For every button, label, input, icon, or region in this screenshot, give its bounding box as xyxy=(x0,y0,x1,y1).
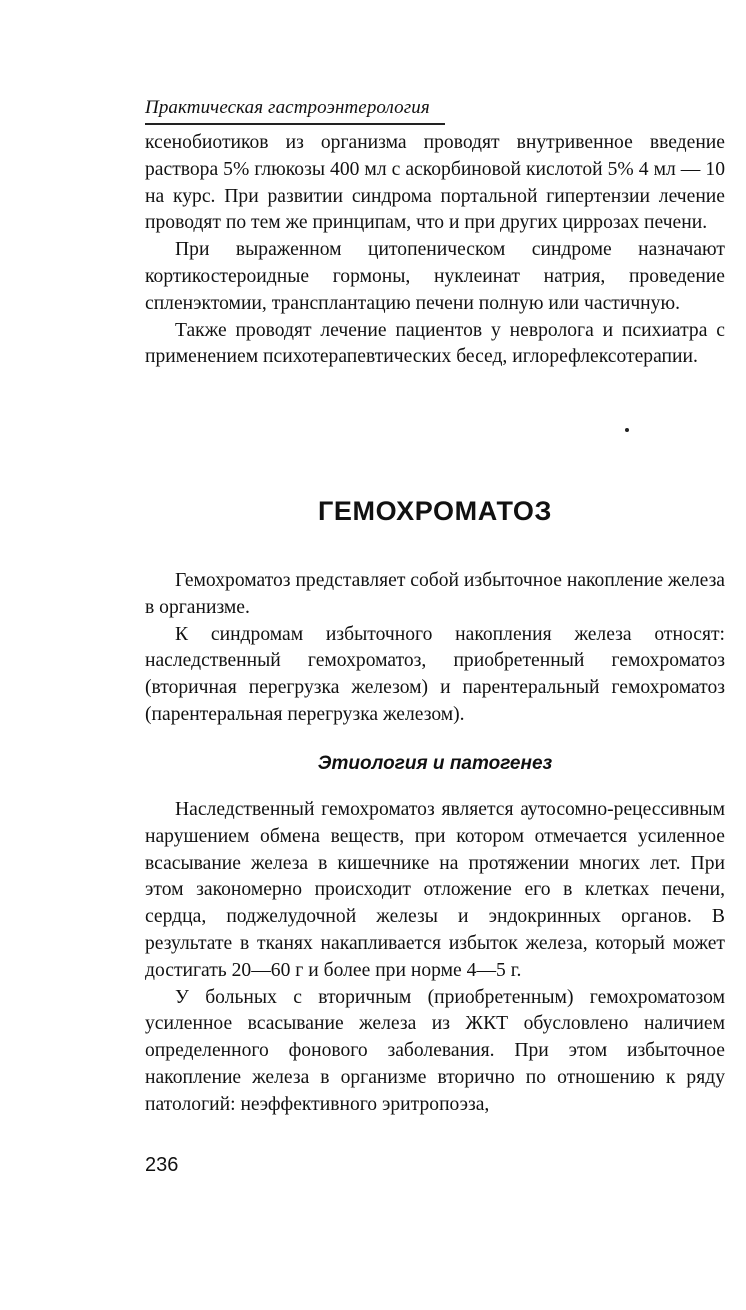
paragraph: Наследственный гемохроматоз является аутосомно-рецессивным нарушением обмена веществ, при котором отмечается усиленное всасывание железа в кишечнике на протяжении многих лет. При этом закономерно происходит отложение его в клетках печени, сердца, поджелудочной железы и эндокринных органов. В результате в тканях накапливается избыток железа, который может достигать 20—60 г и более при норме 4—5 г. xyxy=(145,799,725,981)
intro-text-block xyxy=(145,568,725,729)
paragraph: ксенобиотиков из организма проводят внутривенное введение раствора 5% глюкозы 400 мл с аскорбиновой кислотой 5% 4 мл — 10 на курс. При развитии синдрома портальной гипертензии лечение проводят по тем же принципам, что и при других циррозах печени. xyxy=(145,132,725,234)
section-title: ГЕМОХРОМАТОЗ xyxy=(317,496,553,526)
print-speck xyxy=(625,428,629,432)
paragraph: При выраженном цитопеническом синдроме назначают кортикостероидные гормоны, нуклеинат натрия, проведение спленэктомии, трансплантацию печени полную или частичную. xyxy=(145,239,725,314)
paragraph: Гемохроматоз представляет собой избыточное накопление железа в организме. xyxy=(145,570,726,618)
running-header: Практическая гастроэнтерология xyxy=(145,97,430,118)
subsection-title: Этиология и патогенез xyxy=(317,753,553,774)
paragraph: К синдромам избыточного накопления железа относят: наследственный гемохроматоз, приобретенный гемохроматоз (вторичная перегрузка железом) и парентеральный гемохроматоз (парентеральная перегрузка железом). xyxy=(145,623,725,725)
paragraph: Также проводят лечение пациентов у невролога и психиатра с применением психотерапевтических бесед, иглорефлексотерапии. xyxy=(145,319,725,368)
paragraph: У больных с вторичным (приобретенным) гемохроматозом усиленное всасывание железа из ЖКТ обусловлено наличием определенного фонового заболевания. При этом избыточное накопление железа в организме вторично по отношению к ряду патологий: неэффективного эритропоэза, xyxy=(145,986,725,1115)
etiology-text-block xyxy=(145,797,725,1119)
header-rule xyxy=(145,123,445,125)
page-number: 236 xyxy=(145,1154,179,1176)
continued-text-block xyxy=(145,130,725,371)
